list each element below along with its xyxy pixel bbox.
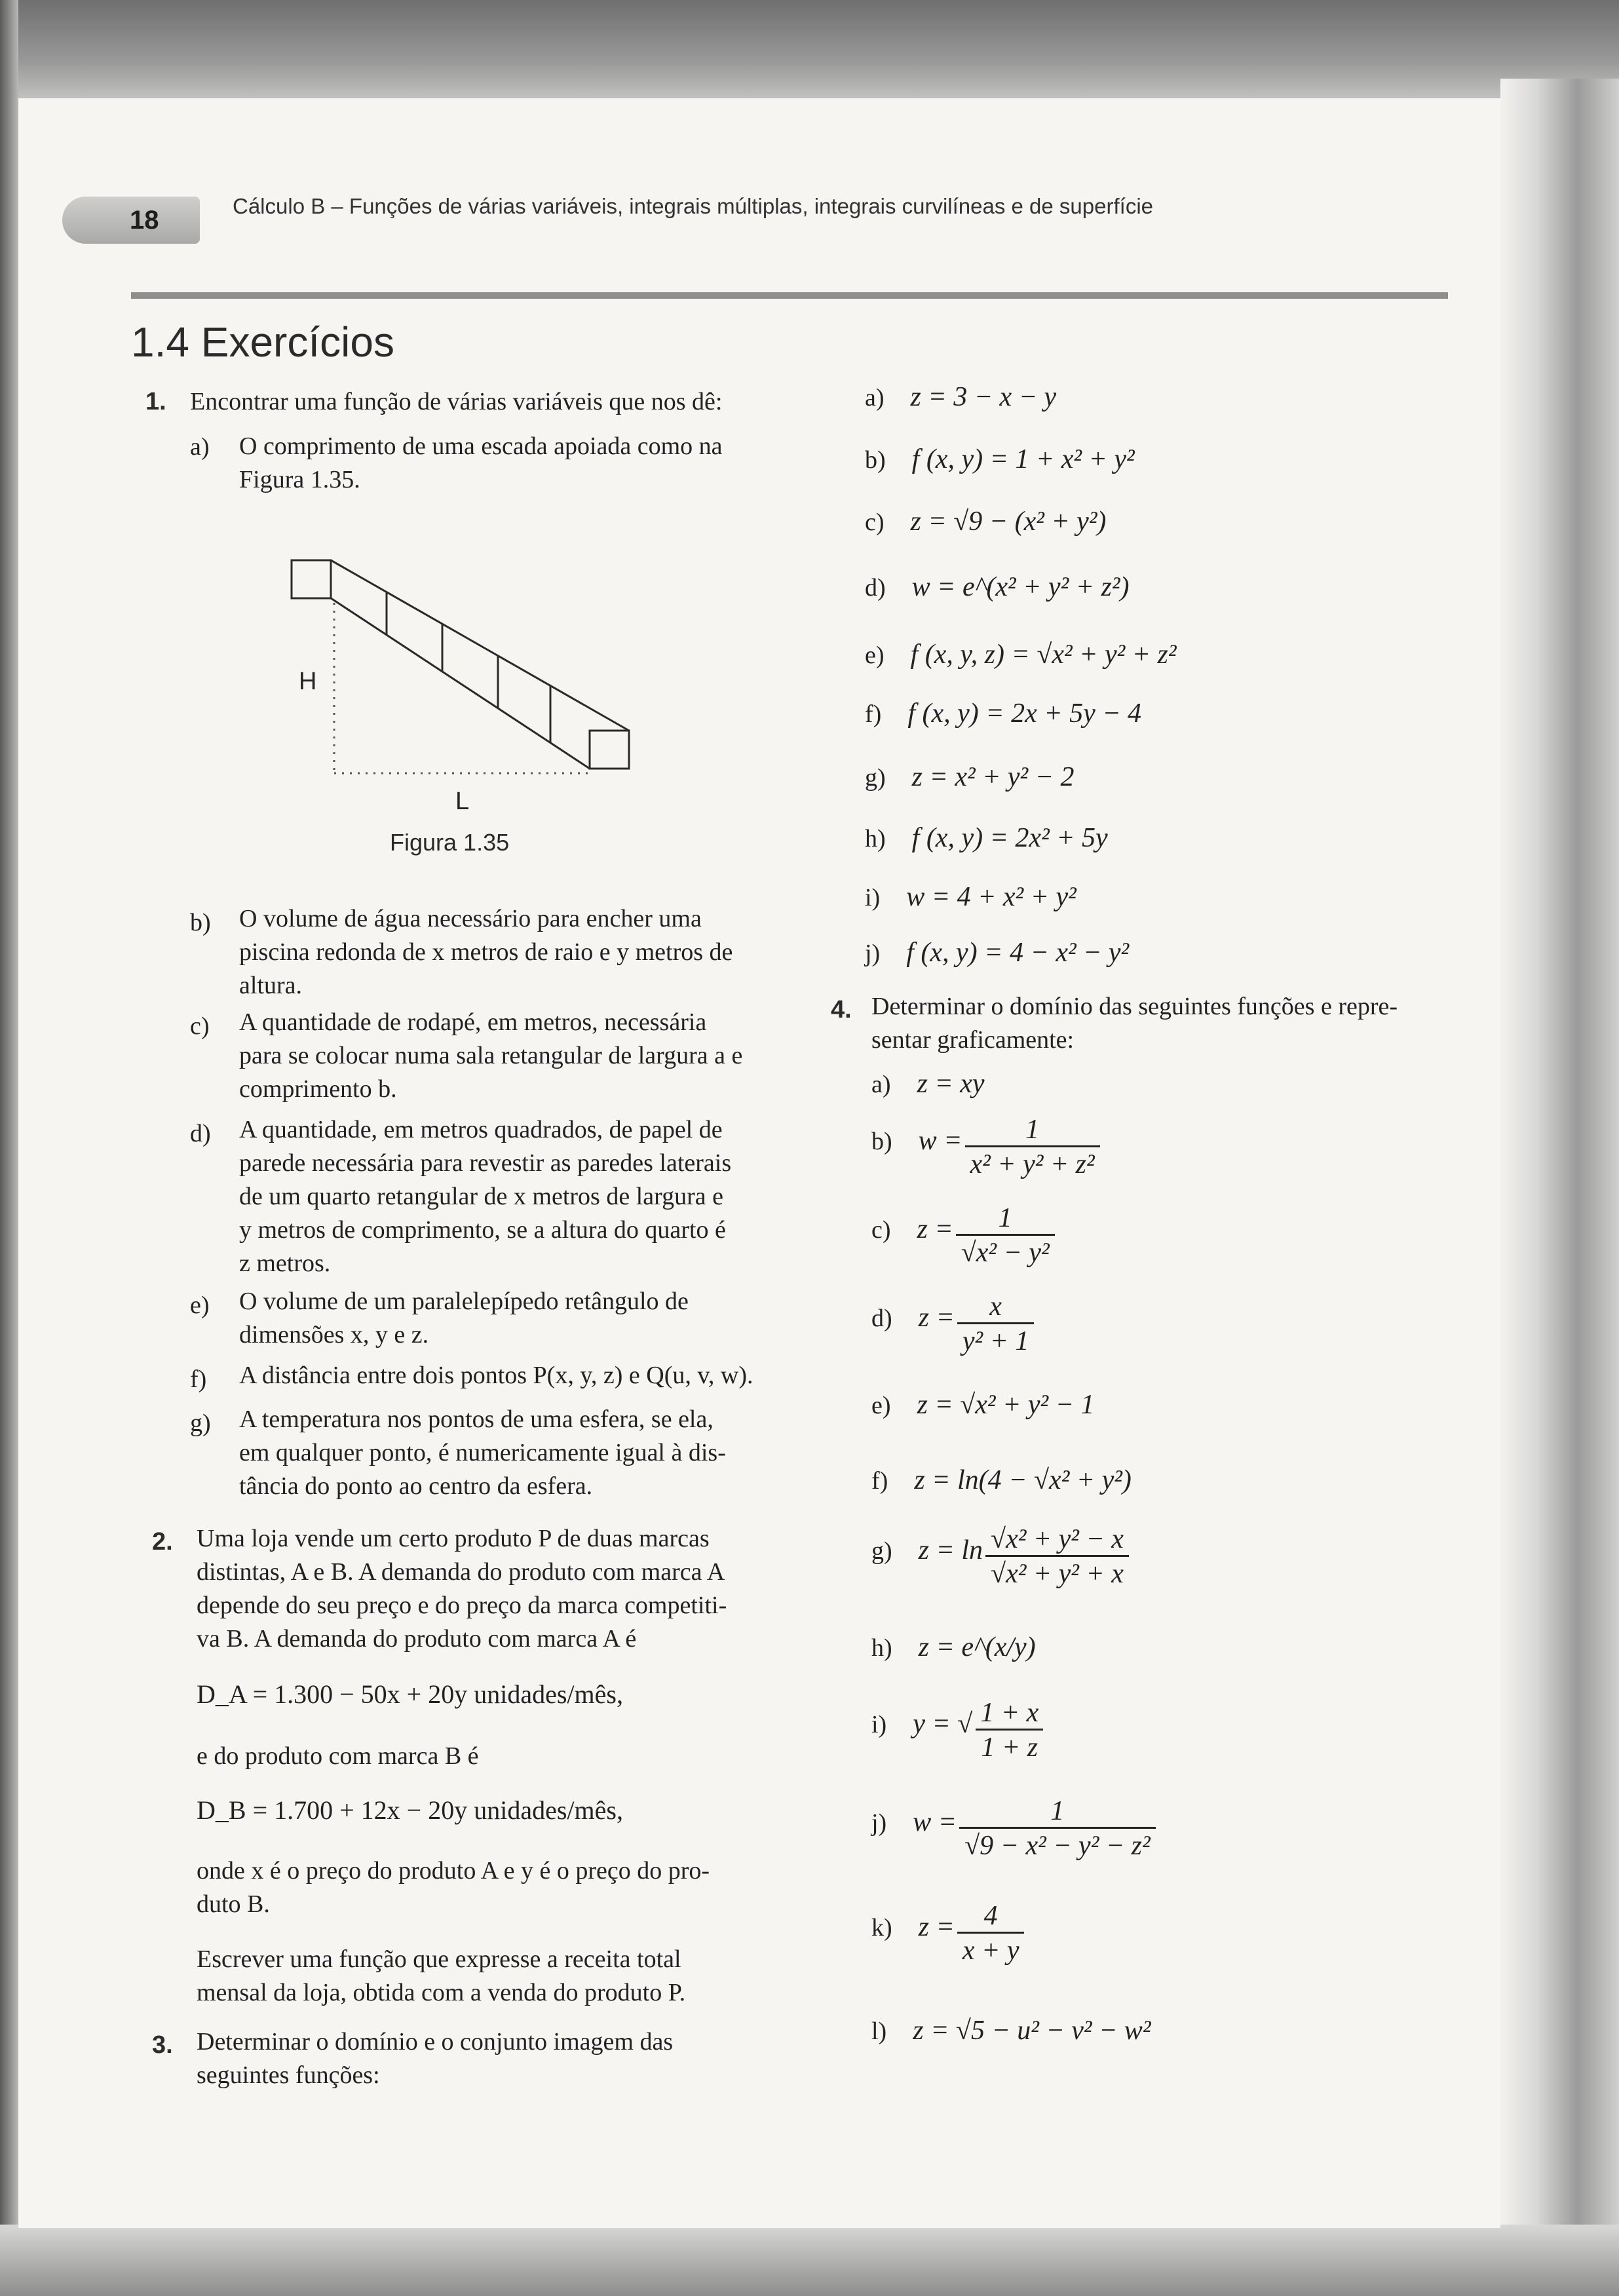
ex3-item-j: j) f (x, y) = 4 − x² − y² <box>865 938 1130 968</box>
label-l: L <box>455 788 470 815</box>
ex4-item-l: l) z = √5 − u² − v² − w² <box>871 2016 1151 2046</box>
ex3-item-e: e) f (x, y, z) = √x² + y² + z² <box>865 640 1177 670</box>
ex3-item-g: g) z = x² + y² − 2 <box>865 762 1075 792</box>
text-line: seguintes funções: <box>197 2061 380 2089</box>
ex4-item-b: b) w = $\frac{1}{\text{x² + y² + z²}}$ <box>871 1114 1100 1180</box>
ex3-item-b: b) f (x, y) = 1 + x² + y² <box>865 444 1135 474</box>
scan-right-shadow <box>1500 79 1619 2234</box>
ex4-item-h: h) z = e^(x/y) <box>871 1632 1036 1662</box>
text-line: altura. <box>239 972 303 999</box>
text-line: A quantidade, em metros quadrados, de papel de <box>239 1116 723 1143</box>
text-line: duto B. <box>197 1890 270 1918</box>
upper-landing <box>292 560 331 598</box>
ex1f-label: f) <box>190 1366 207 1393</box>
ex3-item-c: c) z = √9 − (x² + y²) <box>865 507 1107 537</box>
text-line: mensal da loja, obtida com a venda do produto P. <box>197 1979 686 2006</box>
text-line: A quantidade de rodapé, em metros, necessária <box>239 1008 707 1036</box>
ex1g-label: g) <box>190 1409 211 1437</box>
ex1d-label: d) <box>190 1120 211 1147</box>
text-line: parede necessária para revestir as paredes laterais <box>239 1149 732 1177</box>
stair-top-edge <box>331 560 629 731</box>
ex4-item-k: k) z = $\frac{4}{x + y}$ <box>871 1900 1024 1966</box>
text-line: A temperatura nos pontos de uma esfera, se ela, <box>239 1406 714 1433</box>
text-line: tância do ponto ao centro da esfera. <box>239 1472 593 1500</box>
ex1-number: 1. <box>145 388 166 415</box>
text-line: Uma loja vende um certo produto P de duas marcas <box>197 1525 710 1552</box>
ex1b-label: b) <box>190 909 211 936</box>
ex3-item-i: i) w = 4 + x² + y² <box>865 882 1076 912</box>
ex4-item-a: a) z = xy <box>871 1069 985 1099</box>
ex1a-label: a) <box>190 433 210 461</box>
ex4-item-f: f) z = ln(4 − √x² + y²) <box>871 1465 1132 1495</box>
scan-bottom-edge <box>0 2225 1619 2296</box>
text-line: O comprimento de uma escada apoiada como na <box>239 432 723 460</box>
text-line: O volume de um paralelepípedo retângulo de <box>239 1288 689 1315</box>
ex2-number: 2. <box>152 1528 173 1556</box>
ex3-item-h: h) f (x, y) = 2x² + 5y <box>865 823 1108 853</box>
ex2-mid-text: e do produto com marca B é <box>197 1742 479 1770</box>
text-line: y metros de comprimento, se a altura do quarto é <box>239 1216 726 1244</box>
section-title: 1.4 Exercícios <box>131 318 394 366</box>
ex1a-text <box>239 430 723 497</box>
ex4-text <box>871 990 1398 1057</box>
ex1f-text <box>239 1359 753 1392</box>
ex1-text: Encontrar uma função de várias variáveis que nos dê: <box>190 388 723 415</box>
text-line: Determinar o domínio e o conjunto imagem das <box>197 2028 674 2056</box>
ex4-item-d: d) z = $\frac{x}{\text{y² + 1}}$ <box>871 1291 1034 1357</box>
text-line: onde x é o preço do produto A e y é o preço do pro- <box>197 1857 710 1885</box>
text-line: comprimento b. <box>239 1075 397 1103</box>
figure-caption: Figura 1.35 <box>390 829 510 856</box>
ex4-item-g: g) z = ln $\frac{\text{√x² + y² − x}}{\text{√x² + y² + x}}$ <box>871 1523 1129 1590</box>
label-h: H <box>299 668 317 695</box>
running-title: Cálculo B – Funções de várias variáveis, integrais múltiplas, integrais curvilíneas e de superfície <box>233 194 1153 218</box>
ex2-eq-demand-b: D_B = 1.700 + 12x − 20y unidades/mês, <box>197 1795 623 1825</box>
page-number: 18 <box>130 206 159 235</box>
ex2-after-text <box>197 1854 710 1921</box>
ex1b-text <box>239 902 733 1003</box>
text-line: z metros. <box>239 1250 331 1277</box>
text-line: em qualquer ponto, é numericamente igual à dis- <box>239 1439 726 1466</box>
ex4-number: 4. <box>831 996 852 1024</box>
text-line: sentar graficamente: <box>871 1026 1075 1054</box>
ex1e-label: e) <box>190 1292 210 1319</box>
text-line: A distância entre dois pontos P(x, y, z) e Q(u, v, w). <box>239 1362 753 1389</box>
text-line: Escrever uma função que expresse a receita total <box>197 1945 681 1973</box>
ex3-item-d: d) w = e^(x² + y² + z²) <box>865 572 1130 602</box>
text-line: depende do seu preço e do preço da marca competiti- <box>197 1592 727 1619</box>
ex4-item-j: j) w = $\frac{1}{\text{√9 − x² − y² − z²}}$ <box>871 1795 1156 1862</box>
text-line: distintas, A e B. A demanda do produto com marca A <box>197 1558 725 1586</box>
text-line: O volume de água necessário para encher uma <box>239 905 702 932</box>
lower-landing <box>590 731 629 769</box>
ex1c-text <box>239 1006 742 1106</box>
text-line: Determinar o domínio das seguintes funções e repre- <box>871 993 1398 1020</box>
header-rule <box>131 292 1448 299</box>
ex2-text <box>197 1522 727 1656</box>
ex4-item-c: c) z = $\frac{1}{\text{√x² − y²}}$ <box>871 1202 1055 1269</box>
ex2-eq-demand-a: D_A = 1.300 − 50x + 20y unidades/mês, <box>197 1679 623 1709</box>
text-line: va B. A demanda do produto com marca A é <box>197 1625 637 1653</box>
scan-left-edge <box>0 0 18 2296</box>
figure-staircase <box>275 544 642 819</box>
ex1g-text <box>239 1403 726 1503</box>
ex3-item-f: f) f (x, y) = 2x + 5y − 4 <box>865 698 1142 729</box>
text-line: piscina redonda de x metros de raio e y metros de <box>239 938 733 966</box>
text-line: de um quarto retangular de x metros de largura e <box>239 1183 723 1210</box>
ex3-number: 3. <box>152 2031 173 2059</box>
ex3-text <box>197 2025 673 2092</box>
ex1e-text <box>239 1285 689 1352</box>
ex4-item-e: e) z = √x² + y² − 1 <box>871 1390 1095 1420</box>
text-line: dimensões x, y e z. <box>239 1321 429 1349</box>
ex4-item-i: i) y = √ $\frac{1 + x}{1 + z}$ <box>871 1697 1044 1763</box>
text-line: para se colocar numa sala retangular de largura a e <box>239 1042 743 1069</box>
ex3-item-a: a) z = 3 − x − y <box>865 382 1057 412</box>
scan-top-edge <box>0 0 1619 105</box>
ex2-task-text <box>197 1943 685 2010</box>
text-line: Figura 1.35. <box>239 466 360 493</box>
ex1c-label: c) <box>190 1012 210 1040</box>
ex1d-text <box>239 1113 731 1280</box>
